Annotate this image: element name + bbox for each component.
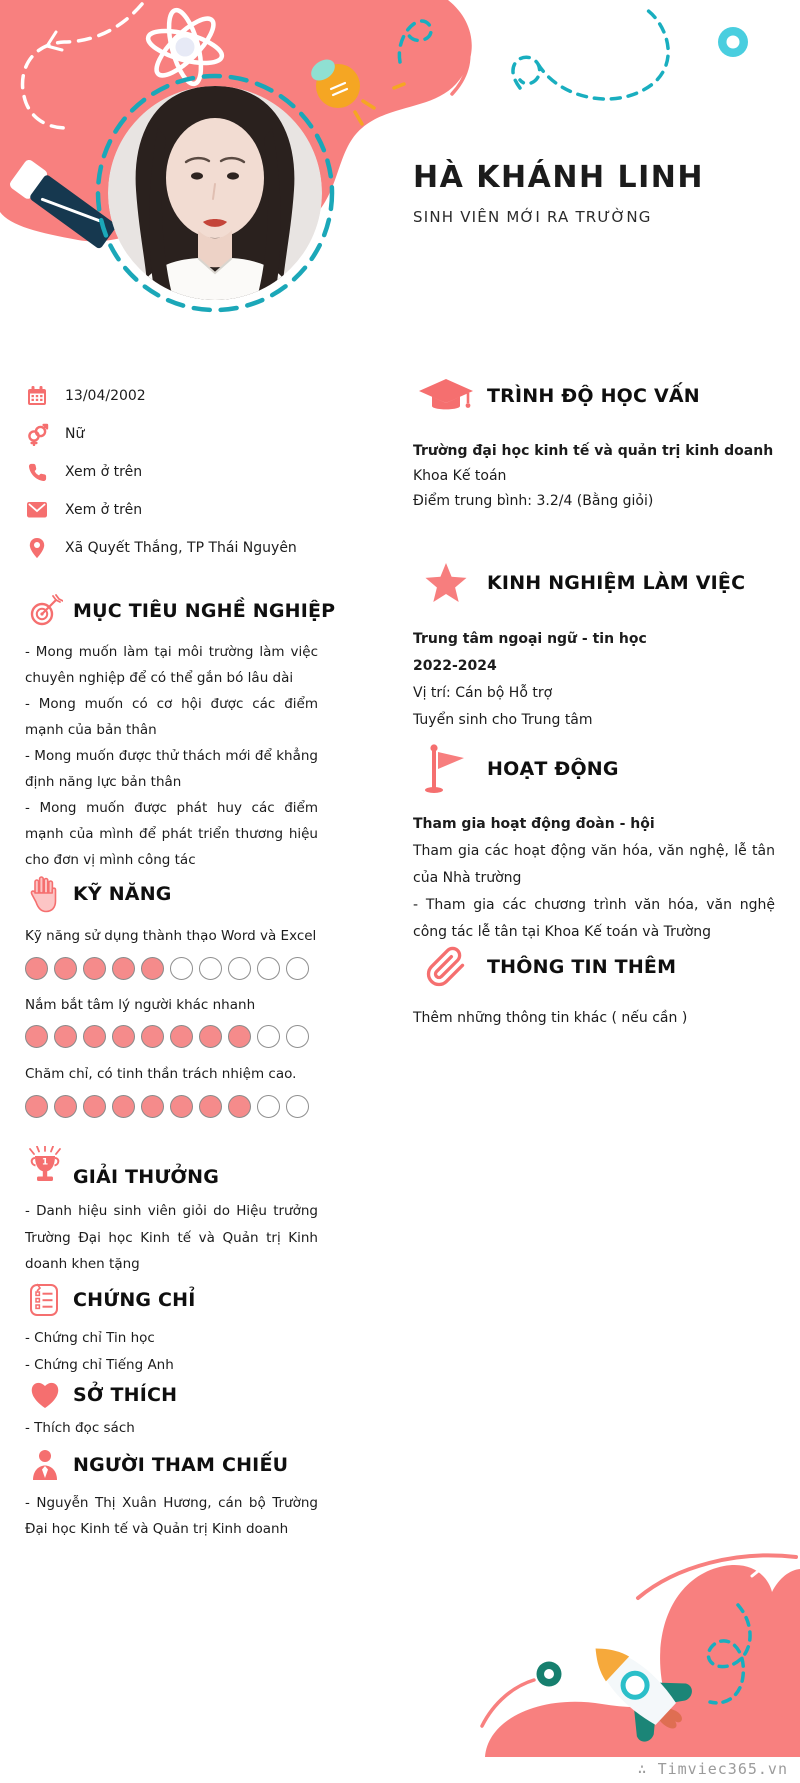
experience-company: Trung tâm ngoại ngữ - tin học: [413, 631, 647, 647]
contact-row-gender: [25, 415, 318, 453]
skill-dot: [257, 957, 280, 980]
location-icon: [25, 537, 49, 559]
education-school: Trường đại học kinh tế và quản trị kinh doanh: [413, 443, 774, 459]
additional-title: THÔNG TIN THÊM: [487, 956, 677, 978]
skill-dot: [228, 1095, 251, 1118]
education-title: TRÌNH ĐỘ HỌC VẤN: [487, 385, 700, 407]
education-gpa: Điểm trung bình: 3.2/4 (Bằng giỏi): [413, 493, 654, 509]
person-icon: [25, 1448, 65, 1482]
skill-dot: [141, 1095, 164, 1118]
certificate-item: - Chứng chỉ Tiếng Anh: [25, 1357, 174, 1373]
skill-dot: [170, 1025, 193, 1048]
skills-title: KỸ NĂNG: [73, 883, 172, 905]
contact-phone: Xem ở trên: [65, 464, 143, 480]
skill-dot: [199, 957, 222, 980]
skill-dot: [170, 957, 193, 980]
skill-dot: [286, 1025, 309, 1048]
objective-paragraph: - Mong muốn được phát huy các điểm mạnh của mình để phát triển thương hiệu cho đơn vị mình công tác: [25, 800, 318, 868]
svg-text:1: 1: [41, 1157, 49, 1168]
skill-dot: [83, 957, 106, 980]
contact-row-address: [25, 529, 318, 567]
target-icon: [25, 592, 65, 630]
skill-dot: [112, 957, 135, 980]
section-experience: [413, 562, 775, 734]
skill-dot: [25, 1025, 48, 1048]
activities-heading: Tham gia hoạt động đoàn - hội: [413, 816, 655, 832]
skill-dot: [257, 1095, 280, 1118]
paperclip-icon: [413, 946, 479, 988]
trophy-icon: [25, 1146, 65, 1192]
objective-paragraph: - Mong muốn được thử thách mới để khẳng định năng lực bản thân: [25, 748, 318, 790]
contact-address: Xã Quyết Thắng, TP Thái Nguyên: [65, 540, 297, 556]
section-references: [25, 1448, 318, 1542]
skill-dot: [25, 957, 48, 980]
skill-dot: [286, 957, 309, 980]
skill-dot: [83, 1025, 106, 1048]
section-hobbies: [25, 1380, 318, 1441]
certificates-body: [25, 1325, 318, 1379]
hobbies-title: SỞ THÍCH: [73, 1384, 178, 1406]
experience-desc: Tuyển sinh cho Trung tâm: [413, 712, 593, 728]
objective-body: [25, 639, 318, 873]
certificates-title: CHỨNG CHỈ: [73, 1289, 196, 1311]
skill-dot: [112, 1025, 135, 1048]
donut-icon: [718, 27, 748, 57]
flag-icon: [413, 743, 479, 795]
phone-icon: [25, 462, 49, 483]
references-body: - Nguyễn Thị Xuân Hương, cán bộ Trường Đại học Kinh tế và Quản trị Kinh doanh: [25, 1495, 318, 1537]
section-skills: [25, 874, 318, 1118]
contact-gender: Nữ: [65, 426, 85, 442]
skill-dot: [170, 1095, 193, 1118]
contact-list: [25, 377, 318, 567]
activities-line: Tham gia các hoạt động văn hóa, văn nghệ, lễ tân của Nhà trường: [413, 843, 775, 886]
portrait: [108, 86, 322, 301]
contact-birthday: 13/04/2002: [65, 388, 146, 404]
contact-row-birthday: [25, 377, 318, 415]
skill-dot: [25, 1095, 48, 1118]
skill-dot: [286, 1095, 309, 1118]
graduation-cap-icon: [413, 375, 479, 417]
awards-body: - Danh hiệu sinh viên giỏi do Hiệu trưởng Trường Đại học Kinh tế và Quản trị Kinh doanh khen tặng: [25, 1203, 318, 1272]
skill-dot: [141, 957, 164, 980]
contact-row-email: [25, 491, 318, 529]
activities-title: HOẠT ĐỘNG: [487, 758, 619, 780]
skill-dot: [141, 1025, 164, 1048]
skill-level-dots: [25, 1025, 318, 1048]
education-faculty: Khoa Kế toán: [413, 468, 507, 484]
certificate-list-icon: [25, 1282, 65, 1318]
candidate-subtitle: SINH VIÊN MỚI RA TRƯỜNG: [413, 208, 652, 226]
watermark: ∴ Timviec365.vn: [637, 1760, 788, 1778]
candidate-name: HÀ KHÁNH LINH: [413, 160, 704, 195]
calendar-icon: [25, 385, 49, 407]
star-icon: [413, 562, 479, 604]
skill-dot: [199, 1025, 222, 1048]
skill-dot: [112, 1095, 135, 1118]
objective-paragraph: - Mong muốn có cơ hội được các điểm mạnh của bản thân: [25, 696, 318, 738]
skill-dot: [228, 1025, 251, 1048]
skill-level-dots: [25, 957, 318, 980]
additional-body: Thêm những thông tin khác ( nếu cần ): [413, 1010, 688, 1026]
objective-title: MỤC TIÊU NGHỀ NGHIỆP: [73, 600, 336, 622]
hand-icon: [25, 874, 65, 914]
skill-dot: [83, 1095, 106, 1118]
skill-label: Chăm chỉ, có tinh thần trách nhiệm cao.: [25, 1066, 297, 1082]
donut-small-icon: [537, 1662, 562, 1687]
activities-line: - Tham gia các chương trình văn hóa, văn nghệ công tác lễ tân tại Khoa Kế toán và Trường: [413, 897, 775, 940]
objective-paragraph: - Mong muốn làm tại môi trường làm việc chuyên nghiệp để có thể gắn bó lâu dài: [25, 644, 318, 686]
section-activities: [413, 743, 775, 946]
section-education: [413, 375, 775, 514]
skill-label: Nắm bắt tâm lý người khác nhanh: [25, 997, 256, 1013]
section-objective: [25, 592, 336, 873]
email-icon: [25, 501, 49, 519]
skill-dot: [228, 957, 251, 980]
references-title: NGƯỜI THAM CHIẾU: [73, 1454, 289, 1476]
section-additional: [413, 946, 775, 1031]
hobbies-body: - Thích đọc sách: [25, 1420, 135, 1436]
footer-decoration: [300, 1380, 800, 1757]
section-awards: [25, 1146, 318, 1278]
skill-dot: [199, 1095, 222, 1118]
skill-dot: [54, 1095, 77, 1118]
skill-dot: [257, 1025, 280, 1048]
experience-position: Vị trí: Cán bộ Hỗ trợ: [413, 685, 553, 701]
skill-dot: [54, 957, 77, 980]
contact-email: Xem ở trên: [65, 502, 143, 518]
profile-photo: [90, 68, 340, 318]
contact-row-phone: [25, 453, 318, 491]
skill-dot: [54, 1025, 77, 1048]
certificate-item: - Chứng chỉ Tin học: [25, 1330, 155, 1346]
skill-label: Kỹ năng sử dụng thành thạo Word và Excel: [25, 928, 317, 944]
experience-period: 2022-2024: [413, 658, 497, 674]
skill-level-dots: [25, 1095, 318, 1118]
experience-title: KINH NGHIỆM LÀM VIỆC: [487, 572, 746, 594]
section-certificates: [25, 1282, 318, 1379]
gender-icon: [25, 423, 49, 446]
awards-title: GIẢI THƯỞNG: [73, 1166, 220, 1188]
heart-icon: [25, 1380, 65, 1410]
